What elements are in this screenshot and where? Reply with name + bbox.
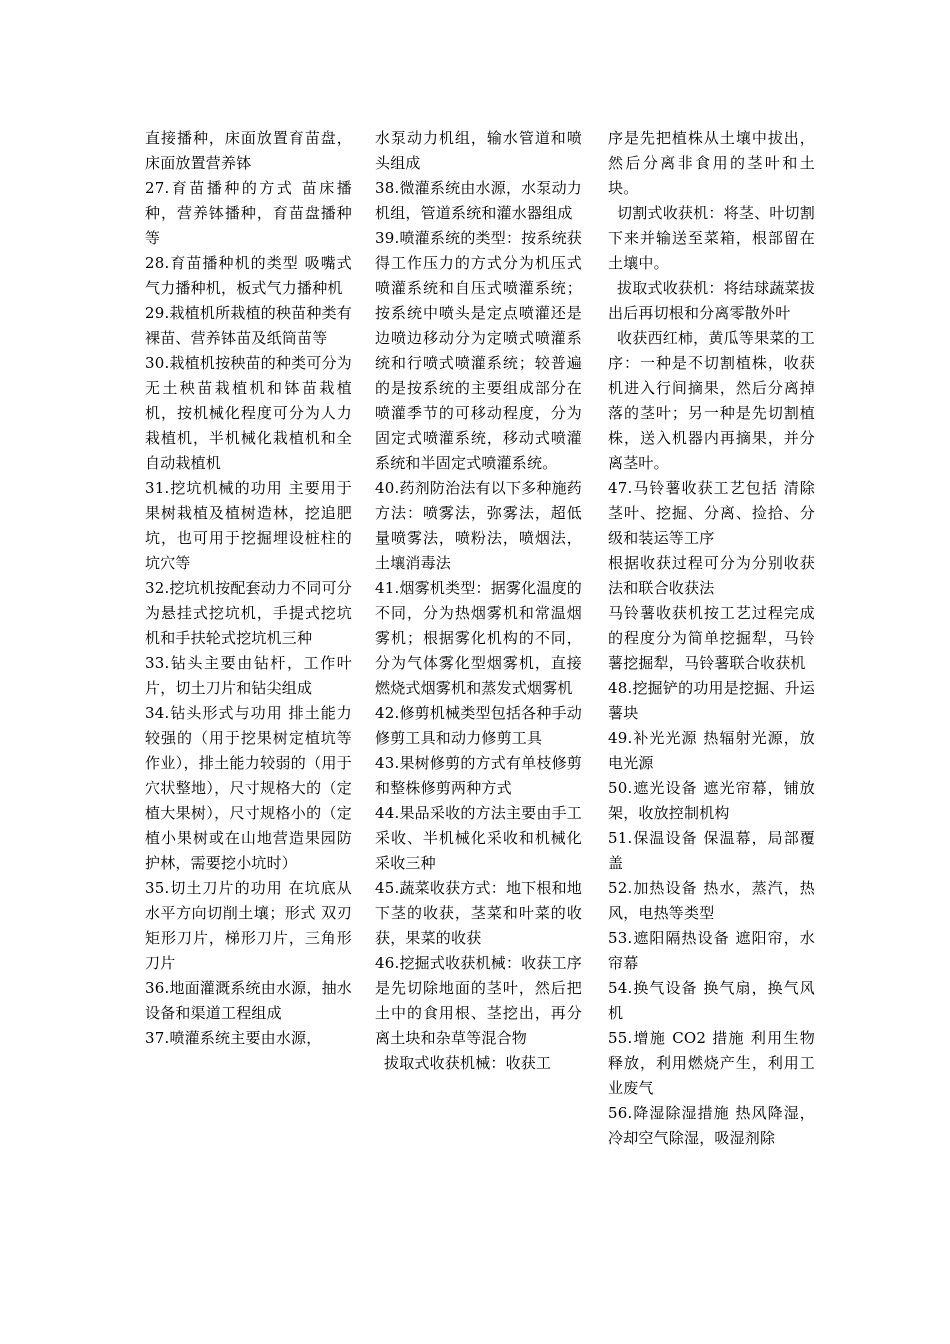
paragraph: 54.换气设备 换气扇，换气风机 <box>608 979 815 1022</box>
paragraph: 36.地面灌溉系统由水源，抽水设备和渠道工程组成 <box>145 979 352 1022</box>
paragraph: 根据收获过程可分为分别收获法和联合收获法 <box>608 554 815 597</box>
paragraph: 44.果品采收的方法主要由手工采收、半机械化采收和机械化采收三种 <box>375 804 582 872</box>
paragraph: 43.果树修剪的方式有单枝修剪和整株修剪两种方式 <box>375 754 582 797</box>
paragraph: 34.钻头形式与功用 排土能力较强的（用于挖果树定植坑等作业），排土能力较弱的（用于穴状整地），尺寸规格大的（定植大果树），尺寸规格小的（定植小果树或在山地营造果园防护林，需要挖小坑时） <box>145 704 352 872</box>
paragraph: 56.降湿除湿措施 热风降湿，冷却空气除湿，吸湿剂除 <box>608 1104 815 1147</box>
paragraph: 48.挖掘铲的功用是挖掘、升运薯块 <box>608 679 815 722</box>
document-page <box>145 126 815 1226</box>
paragraph: 切割式收获机：将茎、叶切割下来并输送至菜箱，根部留在土壤中。 <box>608 204 815 272</box>
paragraph: 45.蔬菜收获方式：地下根和地下茎的收获，茎菜和叶菜的收获，果菜的收获 <box>375 879 582 947</box>
paragraph: 42.修剪机械类型包括各种手动修剪工具和动力修剪工具 <box>375 704 582 747</box>
paragraph: 50.遮光设备 遮光帘幕，铺放架，收放控制机构 <box>608 779 815 822</box>
paragraph: 47.马铃薯收获工艺包括 清除茎叶、挖掘、分离、捡拾、分级和装运等工序 <box>608 479 815 547</box>
paragraph: 41.烟雾机类型：据雾化温度的不同，分为热烟雾机和常温烟雾机；根据雾化机构的不同，分为气体雾化型烟雾机，直接燃烧式烟雾机和蒸发式烟雾机 <box>375 579 582 697</box>
paragraph: 拔取式收获机械：收获工 <box>384 1054 552 1072</box>
paragraph: 51.保温设备 保温幕，局部覆盖 <box>608 829 815 872</box>
paragraph: 35.切土刀片的功用 在坑底从水平方向切削土壤；形式 双刃矩形刀片，梯形刀片，三角形刀片 <box>145 879 352 972</box>
paragraph: 28.育苗播种机的类型 吸嘴式气力播种机，板式气力播种机 <box>145 254 352 297</box>
text-column-3 <box>608 126 815 1151</box>
paragraph: 55.增施 CO2 措施 利用生物释放，利用燃烧产生，利用工业废气 <box>608 1029 815 1097</box>
paragraph: 马铃薯收获机按工艺过程完成的程度分为简单挖掘犁，马铃薯挖掘犁，马铃薯联合收获机 <box>608 604 815 672</box>
paragraph: 39.喷灌系统的类型：按系统获得工作压力的方式分为机压式喷灌系统和自压式喷灌系统；按系统中喷头是定点喷灌还是边喷边移动分为定喷式喷灌系统和行喷式喷灌系统；较普遍的是按系统的主要组成部分在喷灌季节的可移动程度，分为固定式喷灌系统，移动式喷灌系统和半固定式喷灌系统。 <box>375 229 582 472</box>
paragraph: 49.补光光源 热辐射光源，放电光源 <box>608 729 815 772</box>
paragraph: 29.栽植机所栽植的秧苗种类有裸苗、营养钵苗及纸筒苗等 <box>145 304 352 347</box>
paragraph: 37.喷灌系统主要由水源， <box>145 1029 322 1047</box>
paragraph: 收获西红柿，黄瓜等果菜的工序：一种是不切割植株，收获机进入行间摘果，然后分离掉落的茎叶；另一种是先切割植株，送入机器内再摘果，并分离茎叶。 <box>608 329 815 472</box>
text-column-1 <box>145 126 352 1051</box>
paragraph: 序是先把植株从土壤中拔出，然后分离非食用的茎叶和土块。 <box>608 129 815 197</box>
text-column-2 <box>375 126 582 1076</box>
paragraph: 27.育苗播种的方式 苗床播种，营养钵播种，育苗盘播种等 <box>145 179 352 247</box>
paragraph: 直接播种，床面放置育苗盘，床面放置营养钵 <box>145 129 352 172</box>
paragraph: 30.栽植机按秧苗的种类可分为无土秧苗栽植机和钵苗栽植机，按机械化程度可分为人力栽植机，半机械化栽植机和全自动栽植机 <box>145 354 352 472</box>
paragraph: 40.药剂防治法有以下多种施药方法：喷雾法，弥雾法，超低量喷雾法，喷粉法，喷烟法，土壤消毒法 <box>375 479 582 572</box>
paragraph: 水泵动力机组，输水管道和喷头组成 <box>375 129 582 172</box>
paragraph: 拔取式收获机：将结球蔬菜拔出后再切根和分离零散外叶 <box>608 279 815 322</box>
paragraph: 38.微灌系统由水源，水泵动力机组，管道系统和灌水器组成 <box>375 179 582 222</box>
paragraph: 31.挖坑机械的功用 主要用于果树栽植及植树造林，挖追肥坑，也可用于挖掘埋设桩柱的坑穴等 <box>145 479 352 572</box>
paragraph: 46.挖掘式收获机械：收获工序是先切除地面的茎叶，然后把土中的食用根、茎挖出，再分离土块和杂草等混合物 <box>375 954 582 1047</box>
paragraph: 53.遮阳隔热设备 遮阳帘，水帘幕 <box>608 929 815 972</box>
paragraph: 32.挖坑机按配套动力不同可分为悬挂式挖坑机，手提式挖坑机和手扶轮式挖坑机三种 <box>145 579 352 647</box>
paragraph: 33.钻头主要由钻杆，工作叶片，切土刀片和钻尖组成 <box>145 654 352 697</box>
paragraph: 52.加热设备 热水，蒸汽，热风，电热等类型 <box>608 879 815 922</box>
